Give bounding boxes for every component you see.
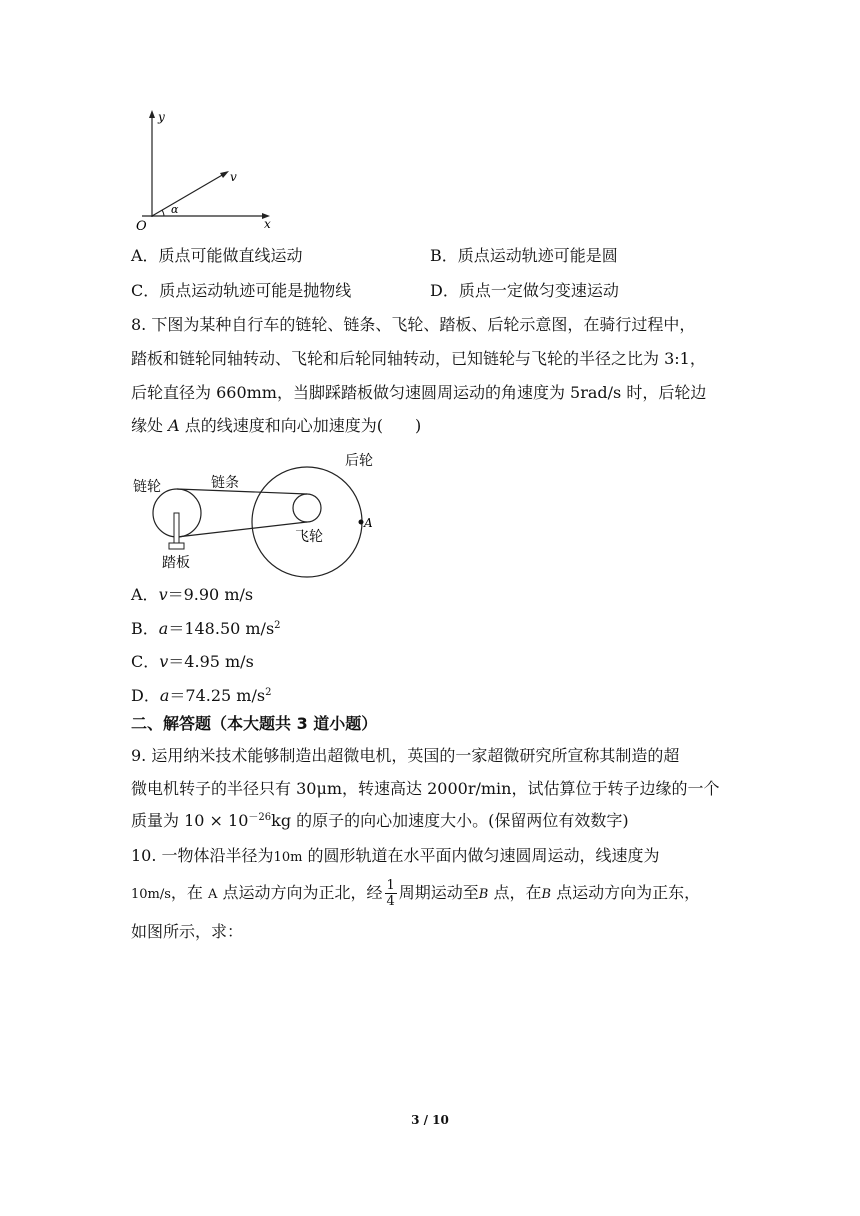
q8-line-4-post: 点的线速度和向心加速度为( ) <box>179 416 422 435</box>
q8-option-c <box>131 651 254 673</box>
q8-option-b-prefix: B． <box>131 619 159 638</box>
fraction-numerator: 1 <box>386 878 395 893</box>
flywheel <box>293 494 321 522</box>
q7-velocity-figure <box>130 105 280 235</box>
q9-line-3 <box>131 810 629 832</box>
q8-line-4-pre: 缘处 <box>131 416 169 435</box>
q8-option-d-var: a <box>159 686 170 705</box>
q8-option-d <box>131 685 271 707</box>
y-label: y <box>158 110 165 124</box>
q9-line-1: 9. 运用纳米技术能够制造出超微电机，英国的一家超微研究所宣称其制造的超 <box>131 746 680 765</box>
fraction-denominator: 4 <box>386 894 395 909</box>
q7-option-d: D．质点一定做匀变速运动 <box>430 281 619 300</box>
q7-option-c: C．质点运动轨迹可能是抛物线 <box>131 281 352 300</box>
label-pedal: 踏板 <box>162 555 190 571</box>
q8-line-3: 后轮直径为 660mm，当脚踩踏板做匀速圆周运动的角速度为 5rad/s 时，后轮边 <box>131 383 707 402</box>
section-heading: 二、解答题（本大题共 3 道小题） <box>131 714 378 733</box>
velocity-arrow-icon <box>220 171 229 178</box>
q10-speed: 10m/s <box>131 887 171 902</box>
q10-line-2-b: 点运动方向为正北，经 <box>217 883 383 902</box>
y-axis-arrow-icon <box>149 110 155 118</box>
q8-option-a <box>131 584 253 606</box>
velocity-vector <box>152 174 224 216</box>
q8-option-d-value: ＝74.25 m/s <box>169 686 266 705</box>
q10-line-1-pre: 10. 一物体沿半径为 <box>131 846 274 865</box>
q8-option-c-var: v <box>159 652 169 671</box>
q10-line-2-d: 点，在 <box>488 883 542 902</box>
q8-option-c-value: ＝4.95 m/s <box>168 652 254 671</box>
page-number: 3 / 10 <box>411 1113 449 1127</box>
v-label: v <box>230 170 237 184</box>
pedal <box>169 543 184 549</box>
q10-line-1-post: 的圆形轨道在水平面内做匀速圆周运动，线速度为 <box>302 846 660 865</box>
q10-line-2-a: ，在 <box>170 883 209 902</box>
q10-line-1 <box>131 845 660 869</box>
q9-line-3-post: kg 的原子的向心加速度大小。(保留两位有效数字) <box>271 811 629 830</box>
label-chainring: 链轮 <box>133 479 161 495</box>
q8-option-b-value: ＝148.50 m/s <box>168 619 275 638</box>
q10-point-b: B <box>478 887 489 902</box>
label-point-a: A <box>364 516 373 530</box>
q8-option-a-prefix: A． <box>131 585 159 604</box>
bicycle-drive-figure <box>125 445 385 580</box>
q9-line-2: 微电机转子的半径只有 30μm，转速高达 2000r/min，试估算位于转子边缘的一个 <box>131 779 720 798</box>
label-rear-wheel: 后轮 <box>345 453 373 469</box>
quarter-fraction <box>385 878 397 909</box>
q8-option-a-var: v <box>158 585 168 604</box>
chain-top <box>177 489 307 494</box>
q8-option-b-sup: 2 <box>274 620 281 631</box>
origin-label: O <box>136 219 147 234</box>
q8-line-4 <box>131 415 421 437</box>
q8-line-2: 踏板和链轮同轴转动、飞轮和后轮同轴转动，已知链轮与飞轮的半径之比为 3:1， <box>131 349 706 368</box>
chain-bottom <box>177 522 307 537</box>
q8-option-c-prefix: C． <box>131 652 160 671</box>
label-flywheel: 飞轮 <box>295 529 323 545</box>
q8-line-1: 8. 下图为某种自行车的链轮、链条、飞轮、踏板、后轮示意图，在骑行过程中， <box>131 315 696 334</box>
q10-point-a: A <box>208 887 218 902</box>
alpha-arc <box>162 210 164 216</box>
x-label: x <box>264 217 271 231</box>
q9-line-3-sup: －26 <box>248 812 272 823</box>
q10-radius: 10m <box>273 850 303 865</box>
q8-option-a-value: ＝9.90 m/s <box>167 585 254 604</box>
q7-option-b: B．质点运动轨迹可能是圆 <box>430 246 618 265</box>
alpha-label: α <box>171 203 179 216</box>
q10-point-b-2: B <box>541 887 552 902</box>
q10-line-2-c: 周期运动至 <box>398 883 479 902</box>
q7-option-a: A．质点可能做直线运动 <box>131 246 303 265</box>
point-a-dot <box>359 520 364 525</box>
q10-line-2 <box>131 878 700 910</box>
q8-option-d-sup: 2 <box>265 687 272 698</box>
q8-option-b-var: a <box>158 619 169 638</box>
q10-line-2-e: 点运动方向为正东， <box>551 883 701 902</box>
q10-line-3: 如图所示，求： <box>131 922 244 941</box>
q8-option-d-prefix: D． <box>131 686 160 705</box>
q9-line-3-pre: 质量为 10 × 10 <box>131 811 249 830</box>
crank-arm <box>174 513 179 543</box>
q8-point-a: A <box>168 416 180 435</box>
label-chain: 链条 <box>211 475 239 491</box>
q8-option-b <box>131 618 281 640</box>
